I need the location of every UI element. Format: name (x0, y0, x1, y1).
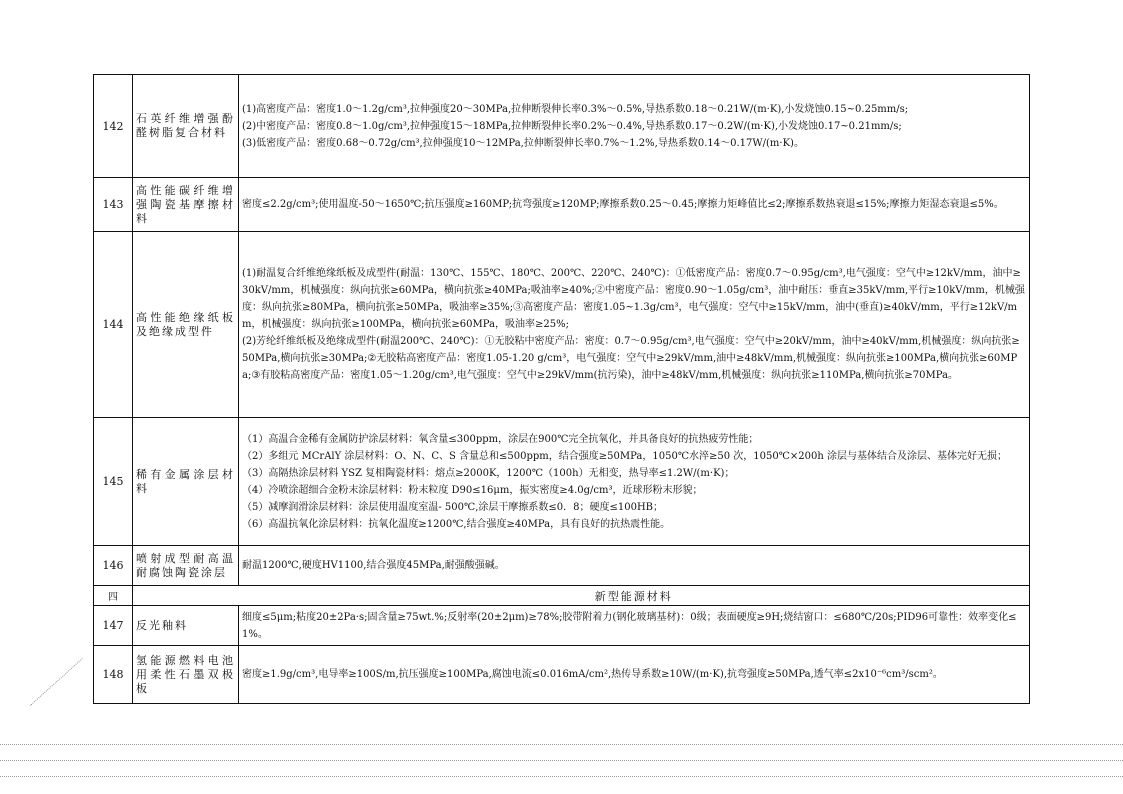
spec-line: (2)芳纶纤维纸板及绝缘成型件(耐温200℃、240℃)：①无胶粘中密度产品：密度：0.7～0.95g/cm³,电气强度：空气中≥20kV/mm，油中≥40kV/mm,机械强度：纵向抗张≥50MPa,横向抗张≥30MPa;②无胶粘高密度产品：密度1.05-1.20 g/cm³，电气强度：空气中≥29kV/mm,油中≥48kV/mm,机械强度：纵向抗张≥100MPa,横向抗张≥60MPa;③有胶粘高密度产品：密度1.05～1.20g/cm³,电气强度：空气中≥29kV/mm(抗污染)，油中≥48kV/mm,机械强度：纵向抗张≥110MPa,横向抗张≥70MPa。 (242, 336, 1020, 381)
section-spacer (133, 586, 239, 606)
material-name: 高性能碳纤维增强陶瓷基摩擦材料 (133, 178, 239, 232)
material-name: 稀有金属涂层材料 (133, 418, 239, 546)
section-title: 新型能源材料 (239, 586, 1030, 606)
table-row (94, 178, 1030, 232)
row-number: 146 (94, 546, 133, 586)
material-name: 反光釉料 (133, 606, 239, 646)
materials-spec-table (93, 74, 1030, 704)
spec-line: (1)高密度产品：密度1.0～1.2g/cm³,拉伸强度20～30MPa,拉伸断裂伸长率0.3%～0.5%,导热系数0.18～0.21W/(m·K),小发烧蚀0.15~0.25mm/s; (242, 103, 909, 115)
material-name: 高性能绝缘纸板及绝缘成型件 (133, 232, 239, 418)
spec-line: (1)耐温复合纤维绝缘纸板及成型件(耐温：130℃、155℃、180℃、200℃、220℃、240℃)：①低密度产品：密度0.7～0.95g/cm³,电气强度：空气中≥12kV/mm，油中≥30kV/mm，机械强度：纵向抗张≥60MPa，横向抗张≥40MPa;吸油率≥40%;②中密度产品：密度0.90～1.05g/cm³，油中耐压：垂直≥35kV/mm,平行≥10kV/mm，机械强度：纵向抗张≥80MPa，横向抗张≥50MPa，吸油率≥35%;③高密度产品：密度1.05~1.3g/cm³，电气强度：空气中≥15kV/mm，油中(垂直)≥40kV/mm，平行≥12kV/mm，机械强度：纵向抗张≥100MPa，横向抗张≥60MPa，吸油率≥25%; (242, 268, 1025, 330)
spec-line: 密度≥1.9g/cm³,电导率≥100S/m,抗压强度≥100MPa,腐蚀电流≤0.016mA/cm²,热传导系数≥10W/(m·K),抗弯强度≥50MPa,透气率≤2x10⁻⁶cm³/scm²。 (242, 669, 943, 680)
scan-edge-line (0, 776, 1123, 777)
spec-line: 耐温1200℃,硬度HV1100,结合强度45MPa,耐强酸强碱。 (242, 560, 505, 571)
table-row (94, 75, 1030, 178)
spec-line: (3)低密度产品：密度0.68～0.72g/cm³,拉伸强度10～12MPa,拉伸断裂伸长率0.7%～1.2%,导热系数0.14～0.17W/(m·K)。 (242, 137, 804, 149)
table-row (94, 418, 1030, 546)
scan-edge-line (0, 760, 1123, 761)
scan-edge-diagonal (30, 658, 83, 706)
row-number: 144 (94, 232, 133, 418)
spec-line: （4）冷喷涂超细合金粉末涂层材料：粉末粒度 D90≤16μm，振实密度≥4.0g/cm³，近球形粉末形貌； (242, 484, 703, 496)
spec-line: (2)中密度产品：密度0.8～1.0g/cm³,拉伸强度15～18MPa,拉伸断裂伸长率0.2%～0.4%,导热系数0.17～0.2W/(m·K),小发烧蚀0.17~0.21mm/s; (242, 120, 902, 132)
scan-edge-line (0, 744, 1123, 745)
spec-line: （5）减摩润滑涂层材料：涂层使用温度室温- 500℃,涂层干摩擦系数≤0．8；硬度≤100HB； (242, 501, 664, 513)
table-row (94, 606, 1030, 646)
spec-line: （6）高温抗氧化涂层材料：抗氧化温度≥1200℃,结合强度≥40MPa，具有良好的抗热震性能。 (242, 518, 671, 530)
material-spec (239, 75, 1030, 178)
spec-line: （2）多组元 MCrAlY 涂层材料：O、N、C、S 含量总和≤500ppm，结合强度≥50MPa，1050℃水淬≥50 次，1050℃×200h 涂层与基体结合及涂层、基体完好无损； (242, 450, 1008, 462)
material-spec (239, 418, 1030, 546)
row-number: 148 (94, 646, 133, 704)
material-name: 喷射成型耐高温耐腐蚀陶瓷涂层 (133, 546, 239, 586)
material-spec (239, 646, 1030, 704)
spec-line: 细度≤5μm;粘度20±2Pa·s;固含量≥75wt.%;反射率(20±2μm)≥78%;胶带附着力(钢化玻璃基材)：0级；表面硬度≥9H;烧结窗口：≤680℃/20s;PID96可靠性：效率变化≤1%。 (242, 611, 1017, 640)
material-spec (239, 546, 1030, 586)
table-row (94, 646, 1030, 704)
spec-line: （3）高隔热涂层材料 YSZ 复相陶瓷材料：熔点≥2000K，1200℃（100h）无相变，热导率≤1.2W/(m·K)； (242, 467, 735, 479)
material-name: 氢能源燃料电池用柔性石墨双极板 (133, 646, 239, 704)
material-spec (239, 232, 1030, 418)
material-name: 石英纤维增强酚醛树脂复合材料 (133, 75, 239, 178)
table-row (94, 232, 1030, 418)
material-spec (239, 606, 1030, 646)
row-number: 142 (94, 75, 133, 178)
row-number: 147 (94, 606, 133, 646)
section-number: 四 (94, 586, 133, 606)
row-number: 143 (94, 178, 133, 232)
spec-line: （1）高温合金稀有金属防护涂层材料：氧含量≤300ppm，涂层在900℃完全抗氧化，并具备良好的抗热疲劳性能； (242, 433, 759, 445)
row-number: 145 (94, 418, 133, 546)
material-spec (239, 178, 1030, 232)
section-header-row (94, 586, 1030, 606)
spec-line: 密度≤2.2g/cm³;使用温度-50～1650℃;抗压强度≥160MP;抗弯强度≥120MP;摩擦系数0.25～0.45;摩擦力矩峰值比≤2;摩擦系数热衰退≤15%;摩擦力矩湿态衰退≤5%。 (242, 199, 1004, 210)
table-row (94, 546, 1030, 586)
